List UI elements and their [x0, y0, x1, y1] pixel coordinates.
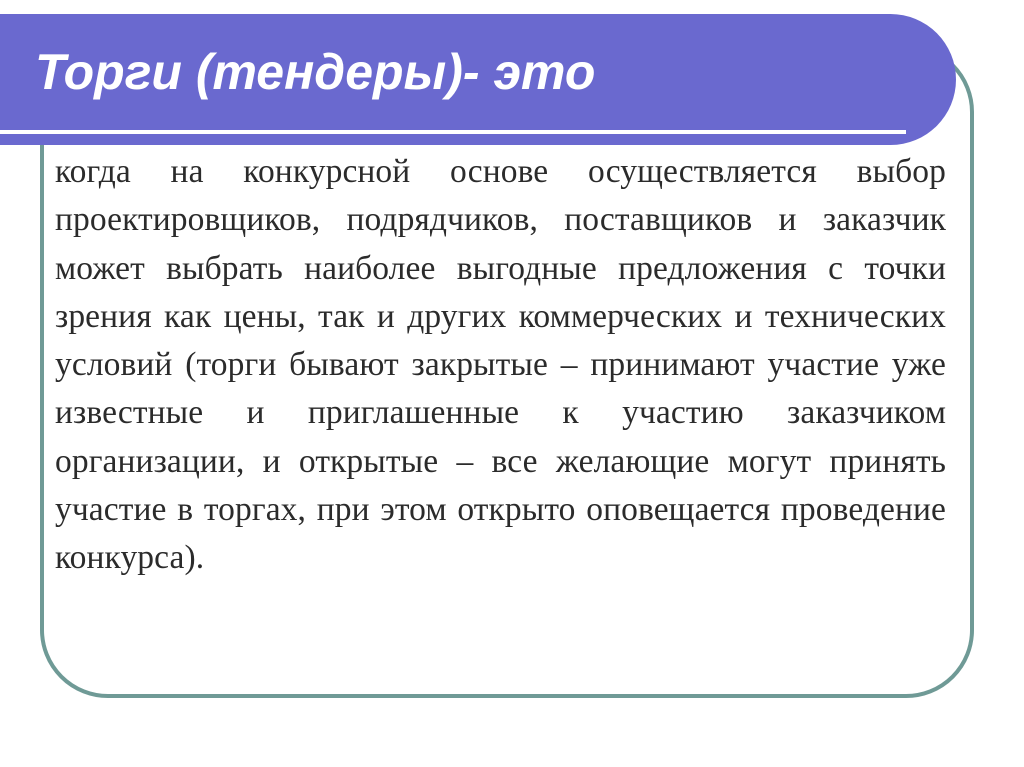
slide-title: Торги (тендеры)- это	[35, 44, 596, 100]
slide-body-text: когда на конкурсной основе осуществляется выбор проектировщиков, подрядчиков, поставщиков и заказчик может выбрать наиболее выгодные предложения с точки зрения как цены, так и других коммерческих и технических условий (торги бывают закрытые – принимают участие уже известные и приглашенные к участию заказчиком организации, и открытые – все желающие могут принять участие в торгах, при этом открыто оповещается проведение конкурса).	[55, 153, 946, 577]
title-underline	[0, 130, 906, 134]
